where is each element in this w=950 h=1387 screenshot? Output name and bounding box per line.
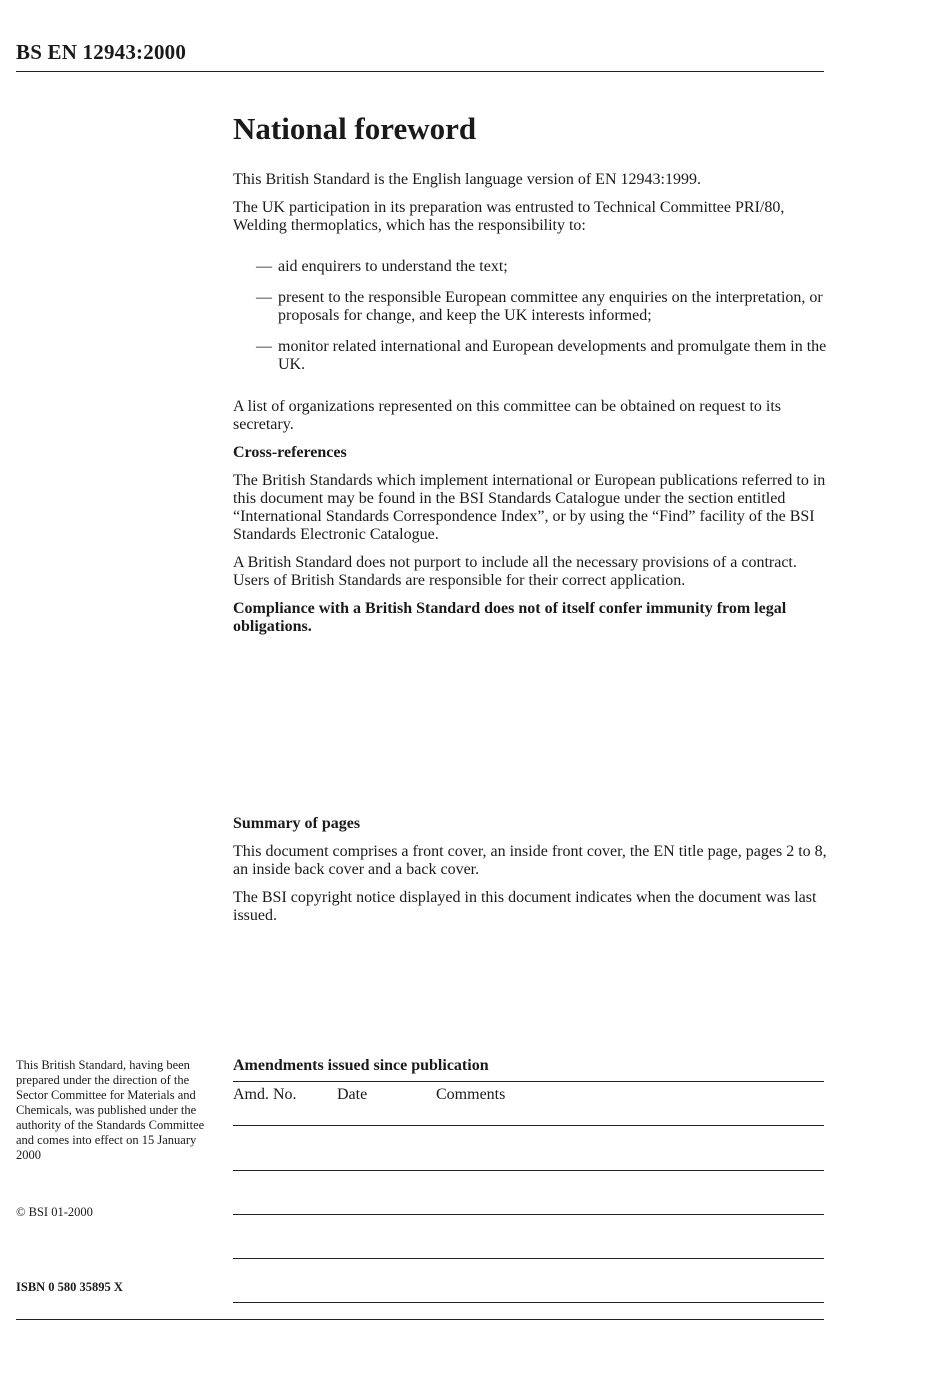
- bullet-dash: —: [256, 258, 272, 275]
- footer-rule: [16, 1319, 824, 1320]
- table-row-line: [233, 1258, 824, 1259]
- amendments-top-rule: [233, 1081, 824, 1082]
- copyright-notice-paragraph: The BSI copyright notice displayed in this document indicates when the document was last issued.: [233, 889, 817, 924]
- column-header-amd-no: Amd. No.: [233, 1086, 297, 1103]
- page-title: National foreword: [233, 111, 477, 146]
- committee-paragraph: The UK participation in its preparation was entrusted to Technical Committee PRI/80, Welding thermoplatics, which has the responsibility to:: [233, 199, 785, 234]
- column-header-date: Date: [337, 1086, 368, 1103]
- header-rule: [16, 71, 824, 72]
- amendments-heading: Amendments issued since publication: [233, 1057, 489, 1074]
- compliance-statement: Compliance with a British Standard does not of itself confer immunity from legal obligations.: [233, 600, 787, 635]
- table-row-line: [233, 1302, 824, 1303]
- cross-references-paragraph: The British Standards which implement international or European publications referred to in this document may be found in the BSI Standards Catalogue under the section entitled “International Standards Correspondence Index”, or by using the “Find” facility of the BSI Standards Electronic Catalogue.: [233, 472, 826, 543]
- column-header-comments: Comments: [436, 1086, 506, 1103]
- provisions-paragraph: A British Standard does not purport to include all the necessary provisions of a contract. Users of British Standards are responsible for their correct application.: [233, 554, 797, 589]
- summary-heading: Summary of pages: [233, 815, 361, 832]
- list-item: aid enquirers to understand the text;: [278, 258, 508, 275]
- table-row-line: [233, 1214, 824, 1215]
- summary-paragraph: This document comprises a front cover, an inside front cover, the EN title page, pages 2 to 8, an inside back cover and a back cover.: [233, 843, 827, 878]
- bullet-dash: —: [256, 338, 272, 355]
- isbn: ISBN 0 580 35895 X: [16, 1280, 123, 1294]
- list-item: present to the responsible European committee any enquiries on the interpretation, or proposals for change, and keep the UK interests informed;: [278, 289, 823, 324]
- document-id: BS EN 12943:2000: [16, 40, 187, 64]
- copyright: © BSI 01-2000: [16, 1205, 93, 1219]
- organizations-paragraph: A list of organizations represented on this committee can be obtained on request to its secretary.: [233, 398, 782, 433]
- publication-note: This British Standard, having been prepared under the direction of the Sector Committee for Materials and Chemicals, was published under the authority of the Standards Committee and comes into effect on 15 January 2000: [16, 1058, 205, 1162]
- bullet-dash: —: [256, 289, 272, 306]
- cross-references-heading: Cross-references: [233, 444, 347, 461]
- list-item: monitor related international and European developments and promulgate them in the UK.: [278, 338, 827, 373]
- intro-paragraph: This British Standard is the English language version of EN 12943:1999.: [233, 171, 701, 188]
- table-row-line: [233, 1170, 824, 1171]
- table-row-line: [233, 1125, 824, 1126]
